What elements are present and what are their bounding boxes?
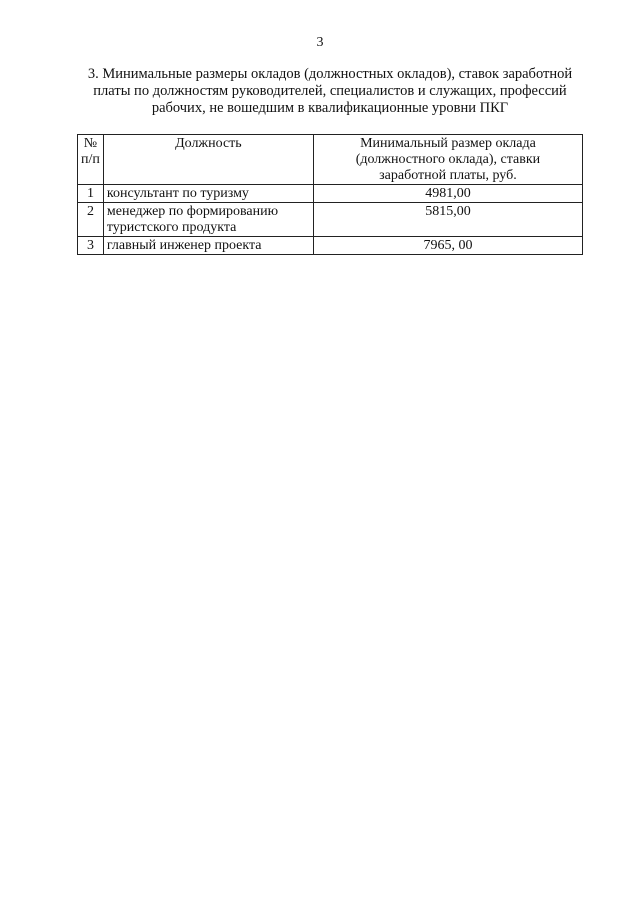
header-number-line: № bbox=[83, 136, 98, 151]
table-row bbox=[78, 237, 583, 255]
row-position-line: консультант по туризму bbox=[106, 186, 249, 201]
header-position: Должность bbox=[103, 135, 313, 185]
row-number: 2 bbox=[78, 203, 104, 237]
section-heading bbox=[60, 66, 600, 117]
row-position bbox=[103, 203, 313, 237]
section-heading-line: 3. Минимальные размеры окладов (должностных окладов), ставок заработной bbox=[87, 66, 573, 82]
page-number: 3 bbox=[316, 35, 324, 50]
header-salary-line: (должностного оклада), ставки bbox=[355, 152, 541, 167]
header-salary-line: Минимальный размер оклада bbox=[360, 136, 536, 151]
header-number-line: п/п bbox=[81, 152, 100, 167]
row-salary: 4981,00 bbox=[313, 185, 582, 203]
row-position bbox=[103, 185, 313, 203]
header-salary bbox=[313, 135, 582, 185]
table-header-row bbox=[78, 135, 583, 185]
section-heading-line: платы по должностям руководителей, специалистов и служащих, профессий bbox=[93, 83, 567, 99]
table-row bbox=[78, 203, 583, 237]
row-position bbox=[103, 237, 313, 255]
header-salary-line: заработной платы, руб. bbox=[379, 168, 517, 183]
row-number: 1 bbox=[78, 185, 104, 203]
section-heading-line: рабочих, не вошедшим в квалификационные уровни ПКГ bbox=[151, 100, 509, 116]
row-position-line: главный инженер проекта bbox=[106, 238, 262, 253]
row-number: 3 bbox=[78, 237, 104, 255]
row-salary: 7965, 00 bbox=[313, 237, 582, 255]
salary-table bbox=[77, 134, 583, 255]
row-position-line: туристского продукта bbox=[106, 220, 237, 235]
header-number bbox=[78, 135, 104, 185]
row-position-line: менеджер по формированию bbox=[106, 204, 279, 219]
table-row bbox=[78, 185, 583, 203]
row-salary: 5815,00 bbox=[313, 203, 582, 237]
